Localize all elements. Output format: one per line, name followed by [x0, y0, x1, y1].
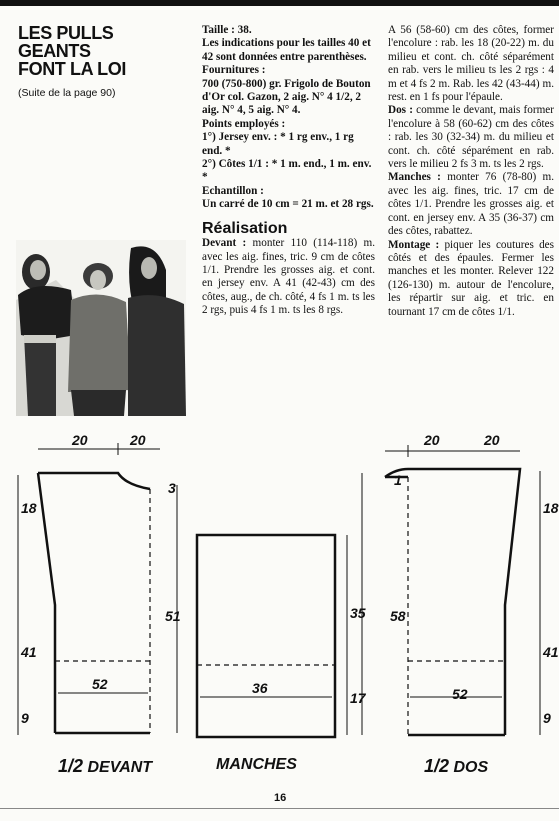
size-line: Taille : 38.: [202, 24, 252, 36]
front-top-right-dim: 20: [130, 432, 146, 448]
front-width-dim: 52: [92, 676, 108, 692]
title-line-3: FONT LA LOI: [18, 59, 126, 79]
front-label: Devant :: [202, 237, 247, 250]
column-2: [202, 24, 375, 318]
back-text: comme le devant, mais former l'encolure à 58 (60-62) cm des côtes : rab. les 30 (32-34) m. du milieu et cont. ch. côté séparément en rab. vers le milieu 2 fs 3 m. ts les 2 rgs.: [388, 104, 554, 171]
back-left-top-dim: 1: [394, 472, 402, 488]
sweater-photo: [16, 240, 186, 416]
front-left-bottom-dim: 9: [21, 710, 29, 726]
stitch-2: 2°) Côtes 1/1 : * 1 m. end., 1 m. env. *: [202, 158, 372, 184]
front-left-mid-dim: 41: [21, 644, 37, 660]
front-instructions: [202, 237, 375, 317]
sleeves-label: Manches :: [388, 171, 441, 184]
front-diagram-label: [58, 756, 152, 777]
front-text: monter 110 (114-118) m. avec les aig. fines, tric. 9 cm de côtes 1/1. Prendre les grosses aig. et cont. en jersey env. A 41 (42-43) cm des côtes, aug., de ch. côté, 4 fs 1 m. ts les 2 rgs, puis 4 fs 1 m. ts les 8 rgs.: [202, 237, 375, 317]
materials-heading: Fournitures :: [202, 64, 266, 77]
front-top-left-dim: 20: [72, 432, 88, 448]
back-diagram-label: [424, 756, 488, 777]
size-indications: Les indications pour les tailles 40 et 42 sont données entre parenthèses.: [202, 37, 371, 63]
bottom-rule: [0, 808, 559, 809]
article-title: [18, 24, 188, 78]
back-label: Dos :: [388, 104, 413, 117]
back-label-text: DOS: [453, 759, 489, 776]
sleeves-diagram-label: MANCHES: [216, 756, 297, 773]
front-side: [38, 473, 55, 733]
back-right-top-dim: 18: [543, 500, 559, 516]
back-width-dim: 52: [452, 686, 468, 702]
realisation-heading: Réalisation: [202, 219, 288, 237]
pattern-diagrams: [0, 425, 559, 785]
front-label-text: DEVANT: [87, 759, 153, 776]
stitches-heading: Points employés :: [202, 117, 286, 130]
front-right-top-dim: 3: [168, 480, 176, 496]
sleeves-text: monter 76 (78-80) m. avec les aig. fines, tric. 17 cm de côtes 1/1. Prendre les grosses aig. et cont. en jersey env. A 35 (36-37) cm des côtes, rabattez.: [388, 171, 554, 238]
sleeves-instructions: [388, 171, 554, 238]
gauge-text: Un carré de 10 cm = 21 m. et 28 rgs.: [202, 198, 374, 211]
top-rule: [0, 0, 559, 6]
back-instructions: [388, 104, 554, 171]
back-left-dim: 58: [390, 608, 406, 624]
front-left-top-dim: 18: [21, 500, 37, 516]
back-right-mid-dim: 41: [543, 644, 559, 660]
front-half-fraction: 1/2: [58, 756, 84, 776]
back-half-fraction: 1/2: [424, 756, 450, 776]
title-line-1: LES PULLS: [18, 23, 114, 43]
sleeve-outline: [197, 535, 335, 737]
front-right-dim: 51: [165, 608, 181, 624]
front-neckline: [38, 473, 150, 489]
assembly-text: piquer les coutures des côtés et des épaules. Fermer les manches et les monter. Relever 122 (126-130) m. autour de l'encolure, les répartir sur aig. et tric. en tournant 17 cm de côtes 1/1.: [388, 238, 554, 318]
continued-from-note: (Suite de la page 90): [18, 87, 116, 99]
gauge-heading: Echantillon :: [202, 184, 264, 197]
page-number: 16: [274, 792, 287, 804]
sleeve-right-top-dim: 35: [350, 605, 366, 621]
back-right-bottom-dim: 9: [543, 710, 551, 726]
stitch-1: 1°) Jersey env. : * 1 rg env., 1 rg end. *: [202, 131, 354, 157]
back-top-left-dim: 20: [424, 432, 440, 448]
sleeve-right-bottom-dim: 17: [350, 690, 366, 706]
materials-text: 700 (750-800) gr. Frigolo de Bouton d'Or col. Gazon, 2 aig. N° 4 1/2, 2 aig. N° 4, 5 aig. N° 4.: [202, 77, 371, 117]
assembly-label: Montage :: [388, 238, 440, 251]
sleeve-width-dim: 36: [252, 680, 268, 696]
column-3: [388, 24, 554, 319]
back-top-right-dim: 20: [484, 432, 500, 448]
front-instructions-cont: A 56 (58-60) cm des côtes, former l'encolure : rab. les 18 (20-22) m. du milieu et cont. ch. côté séparément en rab. vers le milieu ts les 2 rgs : 4 m et 4 fs 2 m. Rab. les 42 (43-44) m. rest. en 1 fs pour l'épaule.: [388, 24, 554, 104]
assembly-instructions: [388, 239, 554, 319]
title-line-2: GEANTS: [18, 41, 91, 61]
